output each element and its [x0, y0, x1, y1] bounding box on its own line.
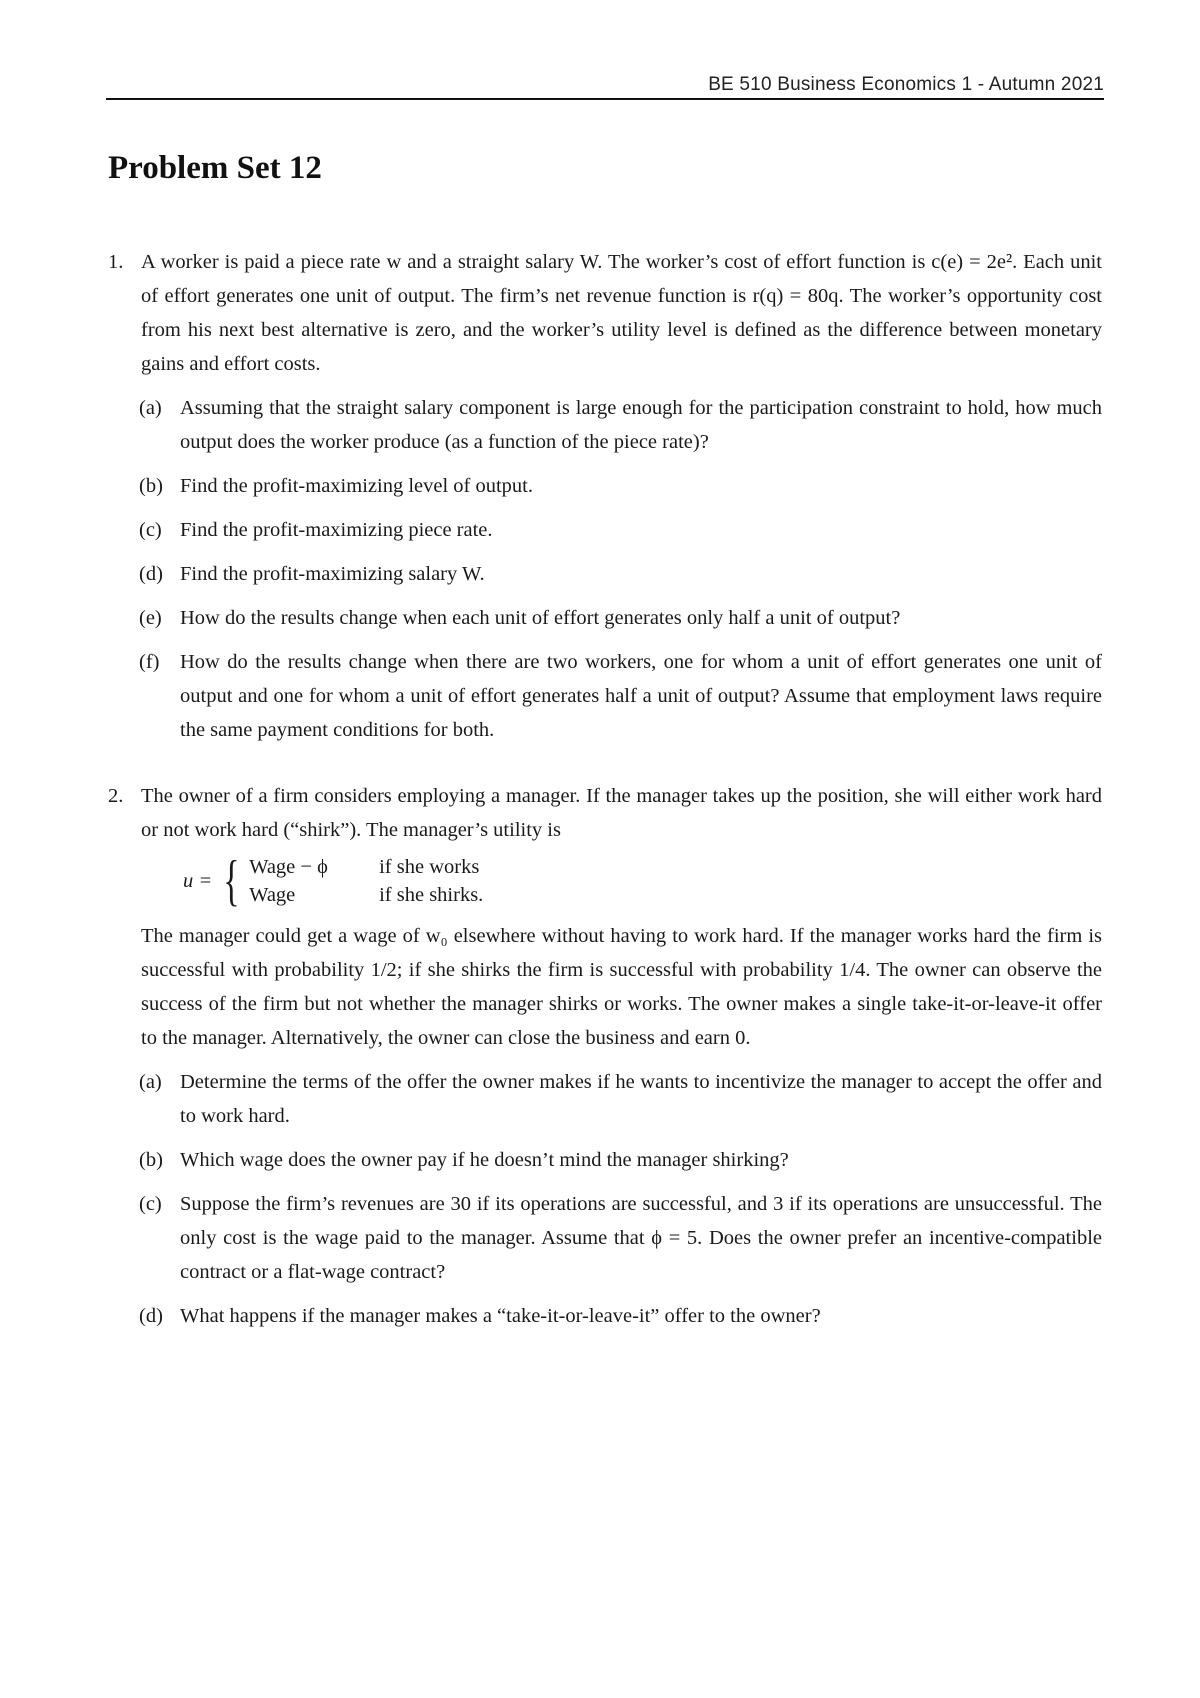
problem-2-part-d: [108, 1299, 1102, 1333]
problem-list: [108, 245, 1102, 1333]
problem-number: 2.: [108, 785, 124, 807]
problem-1: [108, 245, 1102, 381]
problem-2: [108, 779, 1102, 1055]
case-condition: if she works: [379, 856, 480, 878]
problem-number: 1.: [108, 251, 124, 273]
problem-text: A worker is paid a piece rate w and a straight salary W. The worker’s cost of effort function is c(e) = 2e². Each unit of effort generates one unit of output. The firm’s net revenue function is r(q) = 80q. The worker’s opportunity cost from his next best alternative is zero, and the worker’s utility level is defined as the difference between monetary gains and effort costs.: [141, 251, 1102, 375]
part-label: (b): [139, 475, 163, 497]
part-text: What happens if the manager makes a “take-it-or-leave-it” offer to the owner?: [180, 1305, 821, 1327]
utility-equation: [183, 850, 1102, 912]
part-label: (a): [139, 1071, 162, 1093]
part-text: Suppose the firm’s revenues are 30 if its operations are successful, and 3 if its operations are unsuccessful. The only cost is the wage paid to the manager. Assume that ϕ = 5. Does the owner prefer an incentive-compatible contract or a flat-wage contract?: [180, 1193, 1102, 1283]
problem-2-part-b: [108, 1143, 1102, 1177]
part-text: Find the profit-maximizing salary W.: [180, 563, 485, 585]
problem-text: The owner of a firm considers employing a manager. If the manager takes up the position, she will either work hard or not work hard (“shirk”). The manager’s utility is: [141, 785, 1102, 841]
utility-lhs: u =: [183, 870, 213, 892]
header-rule: [106, 98, 1104, 100]
problem-2-part-a: [108, 1065, 1102, 1133]
case-value: Wage − ϕ: [249, 856, 328, 878]
part-text: Which wage does the owner pay if he doesn’t mind the manager shirking?: [180, 1149, 789, 1171]
part-text: How do the results change when there are two workers, one for whom a unit of effort generates one unit of output and one for whom a unit of effort generates half a unit of output? Assume that employment laws require the same payment conditions for both.: [180, 651, 1102, 741]
part-text: Find the profit-maximizing level of output.: [180, 475, 533, 497]
part-text: Determine the terms of the offer the owner makes if he wants to incentivize the manager to accept the offer and to work hard.: [180, 1071, 1102, 1127]
part-label: (c): [139, 1193, 162, 1215]
part-text: Find the profit-maximizing piece rate.: [180, 519, 493, 541]
case-value: Wage: [249, 884, 296, 906]
problem-2-part-c: [108, 1187, 1102, 1289]
part-label: (e): [139, 607, 162, 629]
problem-1-part-e: [108, 601, 1102, 635]
problem-1-part-d: [108, 557, 1102, 591]
part-label: (f): [139, 651, 160, 673]
problem-1-part-c: [108, 513, 1102, 547]
problem-1-part-a: [108, 391, 1102, 459]
part-label: (c): [139, 519, 162, 541]
part-label: (b): [139, 1149, 163, 1171]
part-text: How do the results change when each unit of effort generates only half a unit of output?: [180, 607, 901, 629]
page-header: BE 510 Business Economics 1 - Autumn 2021: [708, 74, 1104, 95]
problem-text-continued: The manager could get a wage of w₀ elsewhere without having to work hard. If the manager works hard the firm is successful with probability 1/2; if she shirks the firm is successful with probability 1/4. The owner can observe the success of the firm but not whether the manager shirks or works. The owner makes a single take-it-or-leave-it offer to the manager. Alternatively, the owner can close the business and earn 0.: [141, 925, 1102, 1049]
part-text: Assuming that the straight salary component is large enough for the participation constraint to hold, how much output does the worker produce (as a function of the piece rate)?: [180, 397, 1102, 453]
part-label: (d): [139, 563, 163, 585]
part-label: (d): [139, 1305, 163, 1327]
page-title: Problem Set 12: [108, 150, 322, 186]
problem-1-part-f: [108, 645, 1102, 747]
utility-cases: [249, 853, 483, 909]
part-label: (a): [139, 397, 162, 419]
utility-brace: {: [223, 850, 240, 912]
case-condition: if she shirks.: [379, 884, 484, 906]
problem-1-part-b: [108, 469, 1102, 503]
